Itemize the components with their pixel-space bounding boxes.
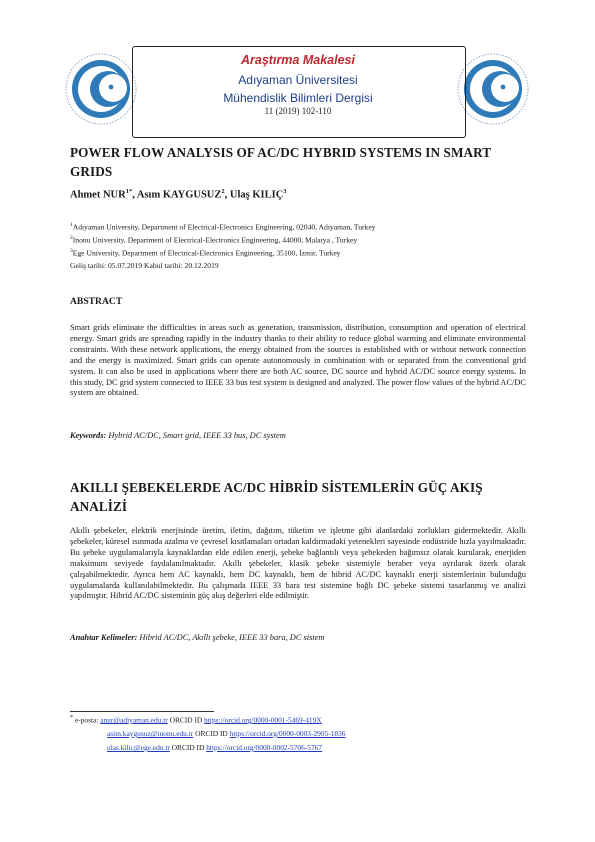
keywords	[70, 431, 286, 440]
paper-title-en-line-1: POWER FLOW ANALYSIS OF AC/DC HYBRID SYSTEMS IN SMART	[70, 145, 492, 160]
affiliation: $^2$Inonu University, Department of Electrical-Electronics Engineering, 44000, Malatya , Turkey	[70, 235, 358, 245]
journal-issue: 11 (2019) 102-110	[264, 106, 332, 116]
affiliation: $^1$Adıyaman University, Department of Electrical-Electronics Engineering, 02040, Adıyaman, Turkey	[70, 222, 376, 232]
email-link[interactable]: asim.kaygusuz@inonu.edu.tr	[107, 729, 194, 738]
anahtar-text: Hibrid AC/DC, Akıllı şebeke, IEEE 33 bara, DC sistem	[139, 633, 325, 642]
university-logo-left	[64, 52, 138, 126]
paper-title-tr-line-2: ANALİZİ	[70, 499, 128, 514]
footnote-line-2	[107, 729, 345, 738]
anahtar-label: Anahtar Kelimeler:	[70, 633, 138, 642]
author-sup: 2	[221, 188, 225, 195]
author-name: Ulaş KILIÇ	[229, 189, 284, 201]
article-type: Araştırma Makalesi	[241, 53, 355, 67]
footnote-line-1	[70, 715, 322, 724]
author-list: Ahmet $NUR^{1*}$, Asım KAYGUSUZ$^2$, Ulaş KILIÇ$^3$	[70, 188, 287, 201]
paper-title-tr	[70, 478, 530, 516]
orcid-label: ORCID ID	[195, 729, 228, 738]
paper-title-en	[70, 143, 530, 181]
affiliation: $^3$Ege University, Department of Electrical-Electronics Engineering, 35100, İzmir, Turkey	[70, 248, 341, 258]
journal-name: Mühendislik Bilimleri Dergisi	[223, 91, 373, 105]
anahtar-kelimeler	[70, 633, 324, 642]
orcid-label: ORCID ID	[171, 743, 205, 752]
author-sup: 1*	[125, 188, 133, 195]
abstract-text: Smart grids eliminate the difficulties in areas such as generation, transmission, distribution, consumption and operation of electrical energy. Smart grids are spreading rapidly in the industry thanks to their ability to reduce global warming and eliminate environmental constraints. With these network applications, the energy obtained from the sources is established with or without network connection and the energy is maximized. Smart grids can operate autonomously in combination with or separated from the conventional grid system. It can also be used in applications where there are both AC source, DC source and hybrid AC/DC source energy systems. In this study, DC grid system connected to IEEE 33 bus test system is designed and analyzed. The power flow values of the hybrid AC/DC system are obtained.	[70, 323, 526, 398]
orcid-link[interactable]: https://orcid.org/0000-0002-5706-5767	[206, 743, 323, 752]
author-sup: 3	[283, 188, 287, 195]
orcid-label: ORCID ID	[169, 715, 203, 725]
ozet-text: Akıllı şebekeler, elektrik enerjisinde üretim, iletim, dağıtım, tüketim ve işletme gibi alanlardaki zorlukları gidermektedir. Akıllı şebekeler, küresel ısınmada azalma ve çevresel kısıtlamaları ortadan kaldırmadaki yetenekleri sayesinde endüstride hızla yayılmaktadır. Bu şebeke uygulamalarıyla kaynaklardan elde edilen enerji, şebeke bağlantılı veya şebekeden bağımsız olarak kurularak, enerjiden maksimum seviyede faydalanılmaktadır. Akıllı şebekeler, klasik şebeke sistemiyle beraber veya ayrılarak özerk olarak çalışabilmektedir. Ayrıca hem AC kaynaklı, hem DC kaynaklı, hem de hibrid AC/DC kaynaklı enerji sistemlerinin bulunduğu uygulamalarda kullanılabilmektedir. Bu çalışmada IEEE 33 bara test sistemine bağlı DC şebeke sistemi tasarlanmış ve analizi yapılmıştır. Hibrid AC/DC sisteminin güç akış değerleri elde edilmiştir.	[70, 526, 526, 601]
author-name: Asım KAYGUSUZ	[136, 189, 222, 201]
author-name: Ahmet NUR	[70, 189, 126, 201]
university-logo-right	[456, 52, 530, 126]
keywords-text: Hybrid AC/DC, Smart grid, IEEE 33 bus, DC system	[108, 431, 286, 440]
paper-title-en-line-2: GRIDS	[70, 164, 113, 179]
email-link[interactable]: anur@adiyaman.edu.tr	[100, 715, 168, 725]
orcid-link[interactable]: https://orcid.org/0000-0001-5469-419X	[204, 715, 322, 725]
footnote-label: e-posta:	[74, 715, 99, 725]
paper-title-tr-line-1: AKILLI ŞEBEKELERDE AC/DC HİBRİD SİSTEMLERİN GÜÇ AKIŞ	[70, 480, 483, 495]
footnote-mark: *	[70, 715, 74, 721]
keywords-label: Keywords:	[70, 431, 107, 440]
email-link[interactable]: ulas.kilic@ege.edu.tr	[107, 743, 170, 752]
university-name: Adıyaman Üniversitesi	[238, 73, 358, 87]
orcid-link[interactable]: https://orcid.org/0000-0003-2905-1836	[229, 729, 346, 738]
footnote-rule	[70, 711, 214, 712]
abstract-heading: ABSTRACT	[70, 296, 123, 307]
submission-dates: Geliş tarihi: 05.07.2019 Kabul tarihi: 20.12.2019	[70, 261, 219, 270]
footnote-line-3	[107, 743, 322, 752]
